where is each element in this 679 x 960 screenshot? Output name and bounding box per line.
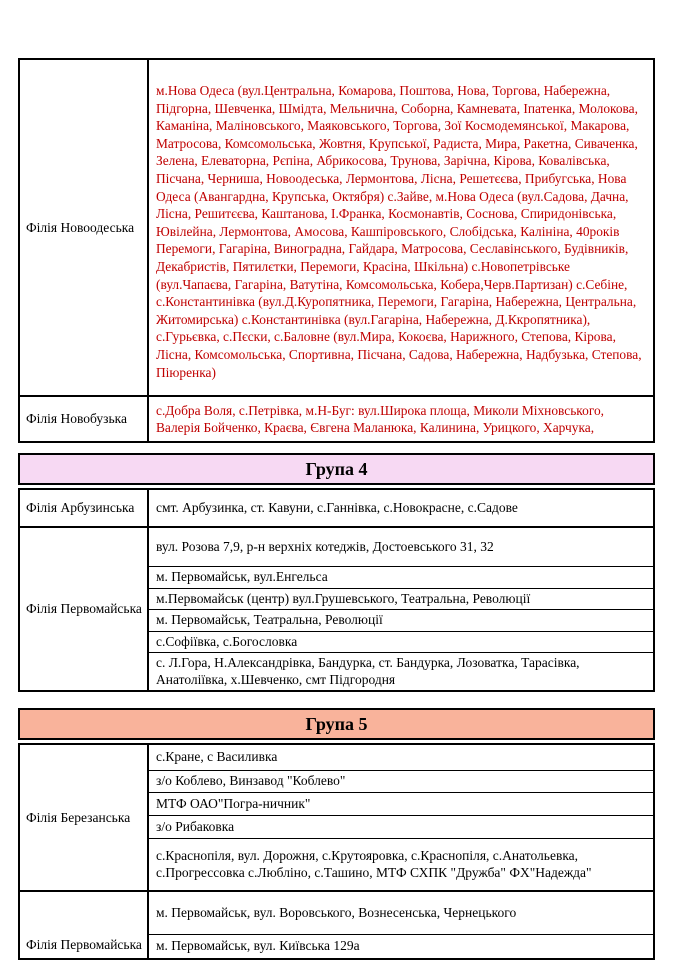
branch-areas-cell: вул. Розова 7,9, р-н верхніх котеджів, Достоевського 31, 32 (156, 538, 494, 554)
branch-areas-cell: с.Кране, с Василивка (156, 749, 278, 765)
branch-areas-cell: с.Софіївка, с.Богословка (149, 631, 653, 653)
group-4-header (18, 453, 655, 485)
branch-areas-cell: м. Первомайськ, вул.Енгельса (149, 566, 653, 588)
branch-areas-cell: з/о Рибаковка (149, 815, 653, 838)
branch-areas-stack (149, 745, 653, 890)
branch-areas-cell: с. Л.Гора, Н.Александрівка, Бандурка, ст. Бандурка, Лозоватка, Тарасівка, Анатоліївка, х.Шевченко, смт Підгородня (149, 652, 653, 690)
branch-areas-cell: з/о Коблево, Винзавод "Коблево" (149, 770, 653, 792)
branch-name-cell: Філія Новобузька (20, 397, 149, 441)
branch-table-novoodeska (18, 58, 655, 443)
branch-tables-document (18, 58, 655, 960)
group-4-table (18, 488, 655, 692)
branch-areas-cell: смт. Арбузинка, ст. Кавуни, с.Ганнівка, с.Новокрасне, с.Садове (156, 499, 518, 515)
table-row (20, 60, 653, 395)
branch-areas-cell: с.Краснопіля, вул. Дорожня, с.Крутояровка, с.Краснопіля, с.Анатольевка, с.Прогрессовка с.Любліно, с.Ташино, МТФ СХПК "Дружба" ФХ"Надежда" (149, 838, 653, 890)
table-row (20, 526, 653, 690)
branch-areas-stack (149, 892, 653, 958)
branch-areas-stack (149, 490, 653, 526)
group-4-title: Група 4 (305, 458, 368, 479)
branch-areas-stack (149, 528, 653, 690)
table-row (20, 890, 653, 958)
branch-name-cell: Філія Новоодеська (20, 60, 149, 395)
table-row (20, 395, 653, 441)
branch-name-cell: Філія Березанська (20, 745, 149, 890)
branch-areas-cell: м. Первомайськ, вул. Київська 129а (149, 934, 653, 958)
branch-areas-cell: м. Первомайськ, вул. Воровського, Вознесенська, Чернецького (156, 904, 517, 920)
branch-areas-cell: м.Нова Одеса (вул.Центральна, Комарова, Поштова, Нова, Торгова, Набережна, Підгорна, Шевченка, Шмідта, Мельнична, Соборна, Камневата, Іпатенка, Молокова, Каманіна, Маліновського, Маяковського, Торгова, Зої Космодемянської, Макарова, Матросова, Комсомольська, Жовтня, Крупської, Радиста, Мира, Ракетна, Сиваченка, Зелена, Елеваторна, Рєпіна, Абрикосова, Трунова, Зарічна, Кірова, Ковалівська, Пісчана, Черниша, Новоодеська, Лермонтова, Лісна, Решетєєва, Прибугська, Нова Одеса (Авангардна, Крупська, Октября) с.Зайве, м.Нова Одеса (вул.Садова, Дачна, Лісна, Решитєєва, Каштанова, І.Франка, Космонавтів, Соснова, Спиридонівська, Ювілейна, Лермонтова, Амосова, Кашпіровського, Слобідська, Калініна, 40років Перемоги, Гагаріна, Виноградна, Гайдара, Матросова, Сеславінського, Будівників, Декабристів, Пятилєтки, Перемоги, Красіна, Шкільна) с.Новопетрівське (вул.Чапаєва, Гагаріна, Ватутіна, Комсомольська, Кобера,Черв.Партизан) с.Себіне, с.Константинівка (вул.Д.Куропятника, Перемоги, Гагаріна, Набережна, Центральна, Житомирська) с.Константинівка (вул.Гагаріна, Набережна, Д.Ккропятника), с.Гурьєвка, с.Пєски, с.Баловне (вул.Мира, Кокоєва, Нарижного, Степова, Кірова, Лісна, Комсомольська, Спортивна, Пісчана, Садова, Набережна, Надбузька, Степова, Піюренка) (156, 83, 642, 380)
branch-areas-cell: с.Добра Воля, с.Петрівка, м.Н-Буг: вул.Широка площа, Миколи Міхновського, Валерія Бойченко, Краєва, Євгена Маланюка, Калинина, Урицкого, Харчука, (156, 402, 605, 436)
branch-name-cell: Філія Первомайська (20, 892, 149, 958)
branch-name-cell: Філія Первомайська (20, 528, 149, 690)
group-5-table (18, 743, 655, 960)
branch-name-cell: Філія Арбузинська (20, 490, 149, 526)
branch-areas-cell: м.Первомайськ (центр) вул.Грушевського, Театральна, Революції (149, 588, 653, 610)
table-row (20, 745, 653, 890)
group-5-header (18, 708, 655, 740)
group-5-title: Група 5 (305, 713, 368, 734)
table-row (20, 490, 653, 526)
branch-areas-cell: МТФ ОАО"Погра-ничник" (149, 792, 653, 815)
branch-areas-cell: м. Первомайськ, Театральна, Революції (149, 609, 653, 631)
